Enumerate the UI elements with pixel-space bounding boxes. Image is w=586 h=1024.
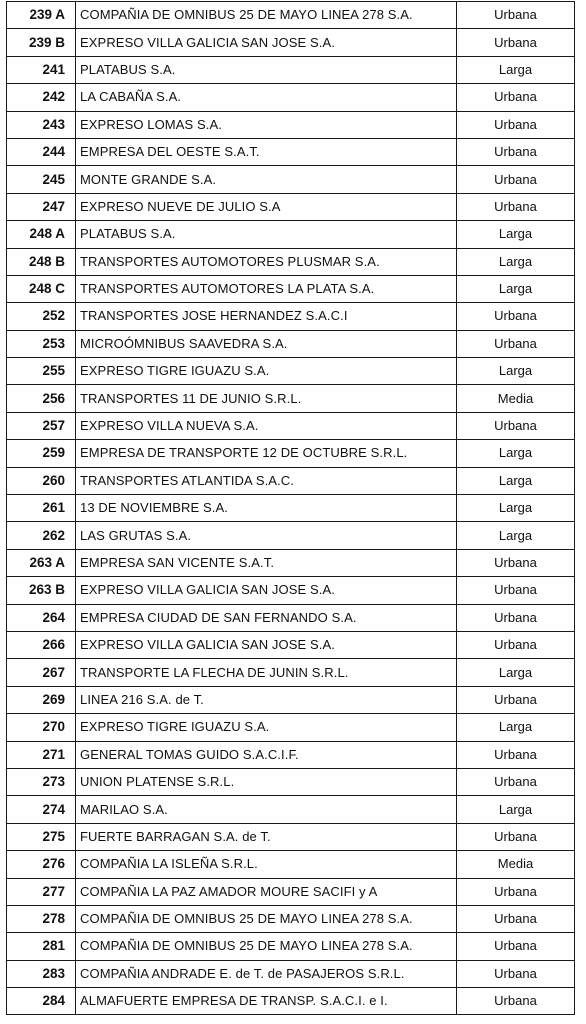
company-name-cell: MONTE GRANDE S.A. bbox=[76, 166, 457, 193]
service-type-cell: Urbana bbox=[457, 823, 575, 850]
service-type-cell: Urbana bbox=[457, 960, 575, 987]
line-number-cell: 243 bbox=[7, 111, 76, 138]
table-row bbox=[7, 221, 575, 248]
service-type-cell: Urbana bbox=[457, 768, 575, 795]
company-name-cell: TRANSPORTES AUTOMOTORES LA PLATA S.A. bbox=[76, 275, 457, 302]
service-type-cell: Larga bbox=[457, 495, 575, 522]
table-row bbox=[7, 905, 575, 932]
line-number-cell: 275 bbox=[7, 823, 76, 850]
service-type-cell: Urbana bbox=[457, 29, 575, 56]
service-type-cell: Urbana bbox=[457, 138, 575, 165]
line-number-cell: 263 B bbox=[7, 577, 76, 604]
line-number-cell: 239 B bbox=[7, 29, 76, 56]
service-type-cell: Larga bbox=[457, 659, 575, 686]
table-row bbox=[7, 495, 575, 522]
company-name-cell: EMPRESA DEL OESTE S.A.T. bbox=[76, 138, 457, 165]
line-number-cell: 276 bbox=[7, 851, 76, 878]
line-number-cell: 273 bbox=[7, 768, 76, 795]
service-type-cell: Urbana bbox=[457, 988, 575, 1015]
company-name-cell: ALMAFUERTE EMPRESA DE TRANSP. S.A.C.I. e I. bbox=[76, 988, 457, 1015]
table-row bbox=[7, 522, 575, 549]
company-name-cell: EXPRESO NUEVE DE JULIO S.A bbox=[76, 193, 457, 220]
company-name-cell: LAS GRUTAS S.A. bbox=[76, 522, 457, 549]
company-name-cell: COMPAÑIA DE OMNIBUS 25 DE MAYO LINEA 278 S.A. bbox=[76, 2, 457, 29]
table-row bbox=[7, 988, 575, 1015]
company-name-cell: FUERTE BARRAGAN S.A. de T. bbox=[76, 823, 457, 850]
line-number-cell: 270 bbox=[7, 714, 76, 741]
table-row bbox=[7, 275, 575, 302]
company-name-cell: EMPRESA SAN VICENTE S.A.T. bbox=[76, 549, 457, 576]
service-type-cell: Larga bbox=[457, 358, 575, 385]
company-name-cell: EXPRESO VILLA GALICIA SAN JOSE S.A. bbox=[76, 631, 457, 658]
company-name-cell: TRANSPORTE LA FLECHA DE JUNIN S.R.L. bbox=[76, 659, 457, 686]
line-number-cell: 247 bbox=[7, 193, 76, 220]
service-type-cell: Larga bbox=[457, 221, 575, 248]
line-number-cell: 271 bbox=[7, 741, 76, 768]
company-name-cell: TRANSPORTES AUTOMOTORES PLUSMAR S.A. bbox=[76, 248, 457, 275]
company-name-cell: COMPAÑIA LA PAZ AMADOR MOURE SACIFI y A bbox=[76, 878, 457, 905]
table-row bbox=[7, 549, 575, 576]
line-number-cell: 267 bbox=[7, 659, 76, 686]
service-type-cell: Larga bbox=[457, 275, 575, 302]
table-row bbox=[7, 385, 575, 412]
service-type-cell: Urbana bbox=[457, 166, 575, 193]
service-type-cell: Urbana bbox=[457, 2, 575, 29]
service-type-cell: Larga bbox=[457, 714, 575, 741]
line-number-cell: 269 bbox=[7, 686, 76, 713]
line-number-cell: 277 bbox=[7, 878, 76, 905]
company-name-cell: GENERAL TOMAS GUIDO S.A.C.I.F. bbox=[76, 741, 457, 768]
line-number-cell: 274 bbox=[7, 796, 76, 823]
table-row bbox=[7, 851, 575, 878]
table-row bbox=[7, 193, 575, 220]
table-row bbox=[7, 878, 575, 905]
company-name-cell: LA CABAÑA S.A. bbox=[76, 84, 457, 111]
table-row bbox=[7, 933, 575, 960]
table-row bbox=[7, 166, 575, 193]
service-type-cell: Larga bbox=[457, 467, 575, 494]
company-name-cell: EMPRESA CIUDAD DE SAN FERNANDO S.A. bbox=[76, 604, 457, 631]
table-row bbox=[7, 358, 575, 385]
service-type-cell: Media bbox=[457, 385, 575, 412]
line-number-cell: 244 bbox=[7, 138, 76, 165]
service-type-cell: Urbana bbox=[457, 577, 575, 604]
service-type-cell: Urbana bbox=[457, 549, 575, 576]
line-number-cell: 257 bbox=[7, 412, 76, 439]
table-row bbox=[7, 111, 575, 138]
company-name-cell: EXPRESO TIGRE IGUAZU S.A. bbox=[76, 358, 457, 385]
table-row bbox=[7, 686, 575, 713]
service-type-cell: Urbana bbox=[457, 604, 575, 631]
table-row bbox=[7, 248, 575, 275]
service-type-cell: Larga bbox=[457, 522, 575, 549]
table-row bbox=[7, 714, 575, 741]
company-name-cell: EXPRESO VILLA NUEVA S.A. bbox=[76, 412, 457, 439]
company-name-cell: PLATABUS S.A. bbox=[76, 221, 457, 248]
line-number-cell: 248 A bbox=[7, 221, 76, 248]
table-row bbox=[7, 960, 575, 987]
table-row bbox=[7, 823, 575, 850]
table-row bbox=[7, 604, 575, 631]
line-number-cell: 263 A bbox=[7, 549, 76, 576]
table-row bbox=[7, 2, 575, 29]
company-name-cell: MICROÓMNIBUS SAAVEDRA S.A. bbox=[76, 330, 457, 357]
line-number-cell: 252 bbox=[7, 303, 76, 330]
company-name-cell: TRANSPORTES 11 DE JUNIO S.R.L. bbox=[76, 385, 457, 412]
line-number-cell: 259 bbox=[7, 440, 76, 467]
service-type-cell: Larga bbox=[457, 796, 575, 823]
table-row bbox=[7, 330, 575, 357]
service-type-cell: Larga bbox=[457, 440, 575, 467]
service-type-cell: Urbana bbox=[457, 330, 575, 357]
company-name-cell: COMPAÑIA DE OMNIBUS 25 DE MAYO LINEA 278 S.A. bbox=[76, 905, 457, 932]
company-name-cell: COMPAÑIA DE OMNIBUS 25 DE MAYO LINEA 278 S.A. bbox=[76, 933, 457, 960]
line-number-cell: 241 bbox=[7, 56, 76, 83]
table-row bbox=[7, 29, 575, 56]
company-name-cell: COMPAÑIA LA ISLEÑA S.R.L. bbox=[76, 851, 457, 878]
service-type-cell: Urbana bbox=[457, 686, 575, 713]
company-name-cell: EXPRESO VILLA GALICIA SAN JOSE S.A. bbox=[76, 577, 457, 604]
service-type-cell: Larga bbox=[457, 56, 575, 83]
service-type-cell: Urbana bbox=[457, 933, 575, 960]
table-row bbox=[7, 467, 575, 494]
line-number-cell: 255 bbox=[7, 358, 76, 385]
table-row bbox=[7, 412, 575, 439]
table-row bbox=[7, 659, 575, 686]
service-type-cell: Urbana bbox=[457, 741, 575, 768]
table-row bbox=[7, 741, 575, 768]
line-number-cell: 281 bbox=[7, 933, 76, 960]
bus-lines-table-body bbox=[7, 2, 575, 1015]
company-name-cell: TRANSPORTES JOSE HERNANDEZ S.A.C.I bbox=[76, 303, 457, 330]
company-name-cell: PLATABUS S.A. bbox=[76, 56, 457, 83]
company-name-cell: MARILAO S.A. bbox=[76, 796, 457, 823]
table-row bbox=[7, 84, 575, 111]
line-number-cell: 253 bbox=[7, 330, 76, 357]
line-number-cell: 264 bbox=[7, 604, 76, 631]
table-row bbox=[7, 303, 575, 330]
table-row bbox=[7, 56, 575, 83]
service-type-cell: Urbana bbox=[457, 412, 575, 439]
line-number-cell: 248 B bbox=[7, 248, 76, 275]
company-name-cell: LINEA 216 S.A. de T. bbox=[76, 686, 457, 713]
service-type-cell: Urbana bbox=[457, 631, 575, 658]
table-row bbox=[7, 796, 575, 823]
line-number-cell: 284 bbox=[7, 988, 76, 1015]
line-number-cell: 239 A bbox=[7, 2, 76, 29]
company-name-cell: COMPAÑIA ANDRADE E. de T. de PASAJEROS S.R.L. bbox=[76, 960, 457, 987]
service-type-cell: Urbana bbox=[457, 111, 575, 138]
line-number-cell: 245 bbox=[7, 166, 76, 193]
company-name-cell: EXPRESO TIGRE IGUAZU S.A. bbox=[76, 714, 457, 741]
table-row bbox=[7, 138, 575, 165]
line-number-cell: 278 bbox=[7, 905, 76, 932]
company-name-cell: UNION PLATENSE S.R.L. bbox=[76, 768, 457, 795]
line-number-cell: 283 bbox=[7, 960, 76, 987]
line-number-cell: 248 C bbox=[7, 275, 76, 302]
table-row bbox=[7, 577, 575, 604]
company-name-cell: TRANSPORTES ATLANTIDA S.A.C. bbox=[76, 467, 457, 494]
company-name-cell: EMPRESA DE TRANSPORTE 12 DE OCTUBRE S.R.L. bbox=[76, 440, 457, 467]
service-type-cell: Urbana bbox=[457, 84, 575, 111]
company-name-cell: EXPRESO VILLA GALICIA SAN JOSE S.A. bbox=[76, 29, 457, 56]
table-row bbox=[7, 440, 575, 467]
line-number-cell: 260 bbox=[7, 467, 76, 494]
line-number-cell: 256 bbox=[7, 385, 76, 412]
service-type-cell: Urbana bbox=[457, 905, 575, 932]
service-type-cell: Urbana bbox=[457, 878, 575, 905]
company-name-cell: EXPRESO LOMAS S.A. bbox=[76, 111, 457, 138]
table-row bbox=[7, 768, 575, 795]
line-number-cell: 266 bbox=[7, 631, 76, 658]
company-name-cell: 13 DE NOVIEMBRE S.A. bbox=[76, 495, 457, 522]
service-type-cell: Media bbox=[457, 851, 575, 878]
bus-lines-table bbox=[6, 1, 575, 1015]
service-type-cell: Urbana bbox=[457, 193, 575, 220]
line-number-cell: 242 bbox=[7, 84, 76, 111]
table-row bbox=[7, 631, 575, 658]
service-type-cell: Larga bbox=[457, 248, 575, 275]
line-number-cell: 262 bbox=[7, 522, 76, 549]
line-number-cell: 261 bbox=[7, 495, 76, 522]
service-type-cell: Urbana bbox=[457, 303, 575, 330]
